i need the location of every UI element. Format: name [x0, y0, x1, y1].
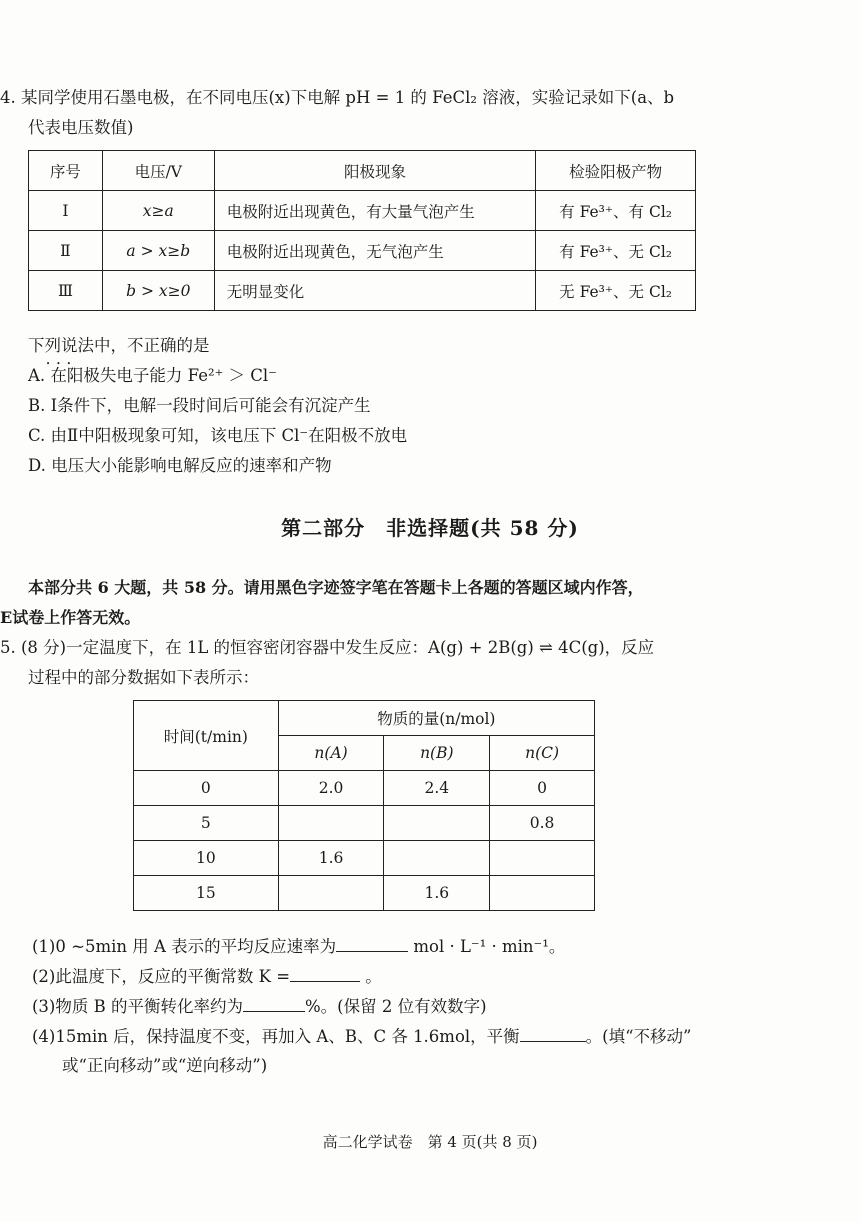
table-cell: 有 Fe³⁺、无 Cl₂: [536, 231, 696, 271]
table-cell: [384, 806, 490, 841]
q14-stem-line2: 代表电压数值): [28, 118, 134, 137]
table-cell: 0: [490, 771, 595, 806]
table-cell: 1.6: [384, 876, 490, 911]
q15-stem-line2: 过程中的部分数据如下表所示：: [28, 668, 259, 687]
q15-sub4-text: (4)15min 后，保持温度不变，再加入 A、B、C 各 1.6mol，平衡: [32, 1027, 520, 1046]
q15-sub4-end: 。(填“不移动”: [585, 1027, 692, 1046]
q15-stem-text: (8 分)一定温度下，在 1L 的恒容密闭容器中发生反应：A(g) + 2B(g) ⇌ 4C(g)，反应: [21, 638, 655, 657]
q15-sub1: [32, 934, 565, 959]
table-cell: 有 Fe³⁺、有 Cl₂: [536, 191, 696, 231]
answer-blank: [243, 994, 305, 1012]
q14-prompt: 下列说法中，不正确的是 • • •: [28, 334, 860, 358]
q15-subheader-cell: n(C): [490, 736, 595, 771]
table-cell: 5: [134, 806, 279, 841]
q14-option-d: D. 电压大小能影响电解反应的速率和产物: [28, 456, 332, 475]
table-cell: 无 Fe³⁺、无 Cl₂: [536, 271, 696, 311]
table-row: [134, 841, 595, 876]
q15-subheader-cell: n(B): [384, 736, 490, 771]
q15-sub1-text: (1)0 ~5min 用 A 表示的平均反应速率为: [32, 937, 337, 956]
q14-option-b: B. Ⅰ条件下，电解一段时间后可能会有沉淀产生: [28, 396, 371, 415]
table-cell: 1.6: [278, 841, 384, 876]
table-cell: Ⅱ: [29, 231, 103, 271]
table-cell: 10: [134, 841, 279, 876]
q15-table: [133, 700, 595, 911]
answer-blank: [336, 934, 408, 952]
table-cell: [384, 841, 490, 876]
part2-intro-line1: 本部分共 6 大题，共 58 分。请用黑色字迹签字笔在答题卡上各题的答题区域内作答，: [28, 578, 644, 597]
part2-title: 第二部分 非选择题(共 58 分): [281, 516, 579, 540]
table-cell: x≥a: [102, 191, 214, 231]
table-cell: [278, 876, 384, 911]
q14-header-cell: 阳极现象: [214, 151, 535, 191]
table-cell: 无明显变化: [214, 271, 535, 311]
table-cell: 2.4: [384, 771, 490, 806]
table-cell: Ⅲ: [29, 271, 103, 311]
q14-stem-line1: [0, 86, 674, 110]
q14-option-a: A. 在阳极失电子能力 Fe²⁺ ＞ Cl⁻: [28, 366, 277, 385]
table-cell: 电极附近出现黄色，无气泡产生: [214, 231, 535, 271]
q15-sub3: [32, 994, 487, 1019]
q15-sub4-line2: 或“正向移动”或“逆向移动”): [62, 1056, 268, 1075]
q14-header-cell: 检验阳极产物: [536, 151, 696, 191]
q15-sub3-text: (3)物质 B 的平衡转化率约为: [32, 997, 243, 1016]
q15-time-header: 时间(t/min): [134, 701, 279, 771]
table-row: [134, 876, 595, 911]
table-cell: [490, 876, 595, 911]
table-cell: [278, 806, 384, 841]
q14-number: 4.: [0, 88, 16, 107]
answer-blank: [520, 1024, 586, 1042]
q14-header-cell: 序号: [29, 151, 103, 191]
q15-subheader-cell: n(A): [278, 736, 384, 771]
table-row: [134, 806, 595, 841]
q14-header-cell: 电压/V: [102, 151, 214, 191]
q15-group-header: 物质的量(n/mol): [278, 701, 594, 736]
q14-stem-text: 某同学使用石墨电极，在不同电压(x)下电解 pH = 1 的 FeCl₂ 溶液，实验记录如下(a、b: [21, 88, 675, 107]
table-cell: [490, 841, 595, 876]
part2-intro-line2: E试卷上作答无效。: [0, 608, 141, 627]
table-cell: a > x≥b: [102, 231, 214, 271]
table-row: [29, 191, 696, 231]
table-cell: 2.0: [278, 771, 384, 806]
q15-sub2-end: 。: [360, 967, 382, 986]
answer-blank: [290, 964, 360, 982]
table-cell: b > x≥0: [102, 271, 214, 311]
q15-sub4: [32, 1024, 691, 1049]
q15-stem-line1: [0, 636, 654, 660]
q15-sub2-text: (2)此温度下，反应的平衡常数 K =: [32, 967, 291, 986]
q14-option-c: C. 由Ⅱ中阳极现象可知，该电压下 Cl⁻在阳极不放电: [28, 426, 408, 445]
q15-sub1-unit: mol · L⁻¹ · min⁻¹。: [408, 937, 566, 956]
table-cell: 0: [134, 771, 279, 806]
q14-table: [28, 150, 696, 311]
table-row: [29, 231, 696, 271]
q15-table-header-row: [134, 701, 595, 736]
q15-number: 5.: [0, 638, 16, 657]
table-cell: 15: [134, 876, 279, 911]
q15-sub3-end: %。(保留 2 位有效数字): [305, 997, 487, 1016]
table-row: [134, 771, 595, 806]
table-cell: 电极附近出现黄色，有大量气泡产生: [214, 191, 535, 231]
table-cell: 0.8: [490, 806, 595, 841]
q15-sub2: [32, 964, 382, 989]
table-row: [29, 271, 696, 311]
page-footer: 高二化学试卷 第 4 页(共 8 页): [322, 1133, 538, 1151]
q14-table-header-row: [29, 151, 696, 191]
table-cell: Ⅰ: [29, 191, 103, 231]
